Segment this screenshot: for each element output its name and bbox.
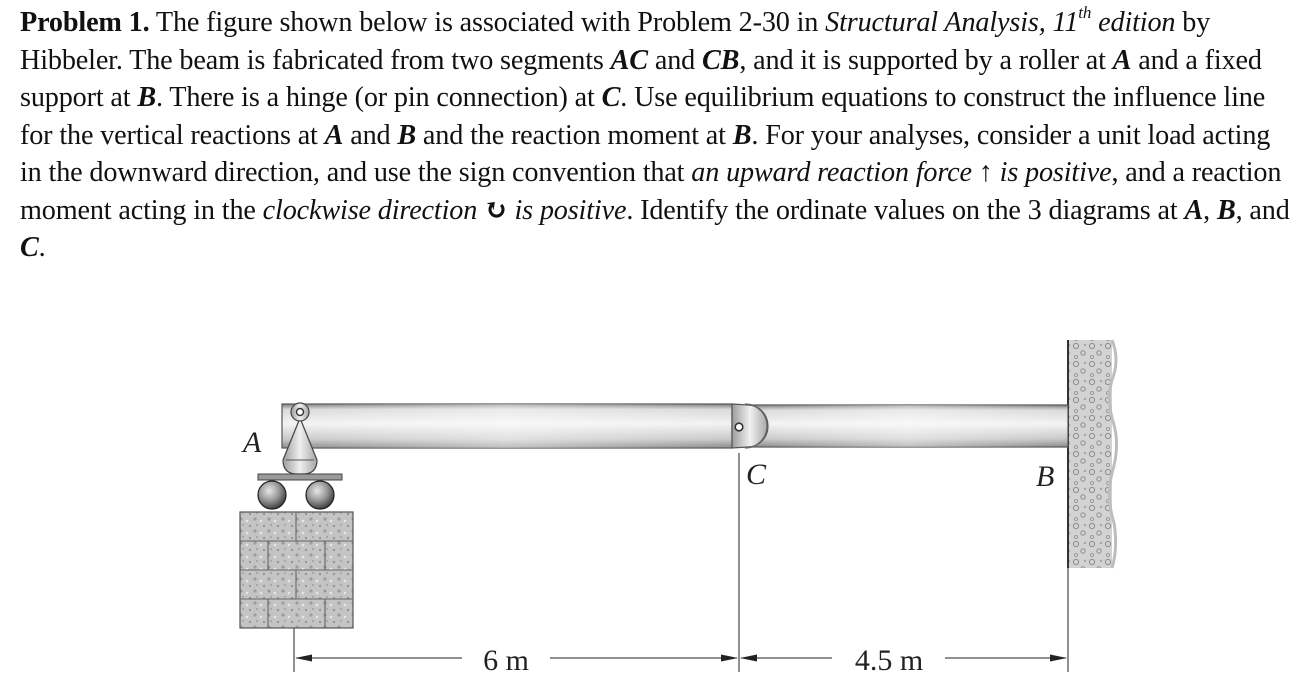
edition-superscript: th [1078, 3, 1092, 22]
point-b: B [397, 119, 417, 151]
point-a: A [324, 119, 344, 151]
text-span: , and it is supported by a roller at [739, 44, 1106, 76]
stone-pier [240, 512, 353, 628]
text-span: . For your analyses, consider a unit load acting in the downward direction, and use the sign convention that [20, 119, 1271, 188]
sign-convention-force: an upward reaction force [691, 157, 972, 188]
text-span: , [1203, 194, 1211, 226]
problem-heading: Problem 1. [20, 7, 150, 38]
point-b: B [1216, 194, 1236, 226]
fixed-support-b [1068, 340, 1117, 568]
up-arrow-icon: ↑ [978, 157, 993, 188]
sign-convention-force-positive: is positive [999, 157, 1112, 188]
text-span: and the reaction moment at [422, 119, 726, 151]
sign-convention-moment-positive: is positive [514, 194, 627, 226]
segment-ac: AC [610, 44, 648, 76]
dimension-label-ac: 6 m [483, 644, 529, 674]
point-a: A [1112, 44, 1132, 76]
text-span: , and a reaction moment acting in the [20, 157, 1282, 226]
label-b: B [1036, 460, 1055, 493]
text-span: , and [1235, 194, 1290, 226]
dimension-label-cb: 4.5 m [854, 644, 924, 674]
point-a: A [1184, 194, 1204, 226]
segment-cb: CB [702, 44, 740, 76]
text-span: and [654, 44, 696, 76]
text-span: . [38, 232, 46, 263]
sign-convention-moment: clockwise direction [262, 194, 478, 226]
text-span: and [350, 119, 391, 151]
text-span: . Identify the ordinate values on the 3 diagrams at [626, 194, 1178, 226]
point-b: B [137, 82, 157, 113]
beam-segment-cb [748, 405, 1068, 447]
point-c: C [20, 232, 39, 263]
label-c: C [746, 458, 767, 491]
beam-segment-ac [282, 404, 732, 448]
clockwise-icon: ↻ [484, 194, 508, 226]
label-a: A [243, 426, 262, 459]
point-c: C [601, 82, 621, 113]
point-b: B [732, 119, 752, 151]
text-span: The figure shown below is associated with Problem 2-30 in [155, 7, 819, 38]
text-span: and a fixed support at [20, 44, 1262, 113]
book-title-text: Structural Analysis, 11 [825, 7, 1079, 38]
text-span: . There is a hinge (or pin connection) at [156, 82, 595, 113]
edition-word: edition [1098, 7, 1176, 38]
text-span: by Hibbeler. The beam is fabricated from two segments [20, 7, 1211, 76]
text-span: . Use equilibrium equations to construct the influence line for the vertical reactions at [20, 82, 1266, 151]
